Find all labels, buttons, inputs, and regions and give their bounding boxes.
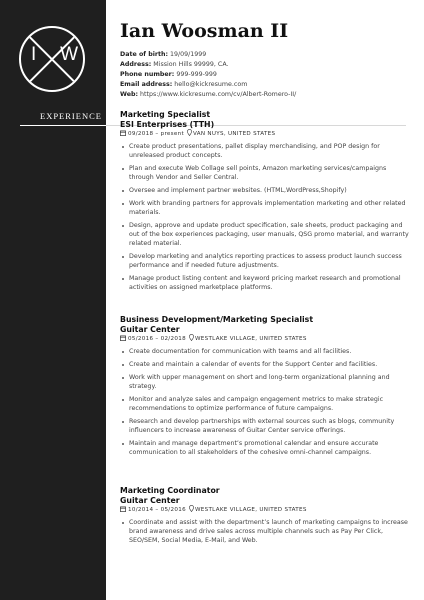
calendar-icon [120,335,126,345]
location-pin-icon [189,505,194,516]
info-row-dob [120,50,296,60]
email-link[interactable]: hello@kickresume.com [174,81,248,88]
bullet-item: Coordinate and assist with the department’s launch of marketing campaigns to increase brand awareness and drive sales across multiple channels such as Pay Per Click, SEO/SEM, Social Media, E-Mail, and Web. [120,518,412,545]
info-value: 999-999-999 [176,71,217,78]
bullet-item: Maintain and manage department’s promotional calendar and ensure accurate communication to all stakeholders of the cohesive omni-channel campaigns. [120,439,412,457]
job-company: Guitar Center [120,495,180,505]
bullet-item: Monitor and analyze sales and campaign engagement metrics to make strategic recommendations to optimize performance of future campaigns. [120,395,412,413]
bullet-item: Create and maintain a calendar of events for the Support Center and facilities. [120,360,412,369]
info-label: Date of birth: [120,51,168,58]
job-meta [120,505,412,516]
job-title: Marketing Coordinator [120,486,220,495]
monogram-initial-right: W [60,44,78,65]
job-meta [120,129,412,140]
info-row-phone [120,70,296,80]
job-location: VAN NUYS, UNITED STATES [192,131,276,137]
job-bullets [120,142,412,292]
bullet-item: Manage product listing content and keyword pricing market research and promotional activities on assigned marketplace platforms. [120,274,412,292]
job-entry [120,315,412,461]
section-label-experience: EXPERIENCE [40,111,102,121]
bullet-item: Work with branding partners for approvals implementation marketing and other related materials. [120,199,412,217]
bullet-item: Research and develop partnerships with external sources such as blogs, community influencers to increase awareness of Guitar Center service offerings. [120,417,412,435]
calendar-icon [120,506,126,516]
monogram-logo [19,26,85,92]
job-bullets [120,518,412,545]
info-label: Web: [120,91,139,98]
job-location: WESTLAKE VILLAGE, UNITED STATES [194,336,307,342]
section-divider [20,125,106,126]
job-entry [120,486,412,549]
info-label: Address: [120,61,152,68]
bullet-item: Work with upper management on short and long-term organizational planning and strategy. [120,373,412,391]
info-row-email [120,80,296,90]
location-pin-icon [189,334,194,345]
bullet-item: Plan and execute Web Collage sell points, Amazon marketing services/campaigns through Vendor and Seller Central. [120,164,412,182]
info-label: Phone number: [120,71,175,78]
info-row-address [120,60,296,70]
info-label: Email address: [120,81,173,88]
bullet-item: Design, approve and update product specification, sale sheets, product packaging and out of the box experiences packaging, user manuals, QSG promo material, and warranty related material. [120,221,412,248]
web-link[interactable]: https://www.kickresume.com/cv/Albert-Romero-II/ [140,91,297,98]
job-dates: 05/2016 – 02/2018 [128,336,186,342]
job-title: Business Development/Marketing Specialist [120,315,314,324]
info-value: Mission Hills 99999, CA. [153,61,229,68]
bullet-item: Create product presentations, pallet display merchandising, and POP design for unreleased product concepts. [120,142,412,160]
sidebar [0,0,106,600]
bullet-item: Oversee and implement partner websites. (HTML,WordPress,Shopify) [120,186,412,195]
job-title: Marketing Specialist [120,110,211,119]
monogram-initial-left: I [31,44,37,65]
info-value: 19/09/1999 [170,51,207,58]
info-row-web [120,90,296,100]
job-company: Guitar Center [120,324,180,334]
job-dates: 09/2018 – present [128,131,184,137]
job-meta [120,334,412,345]
job-dates: 10/2014 – 05/2016 [128,507,186,513]
job-bullets [120,347,412,457]
bullet-item: Create documentation for communication with teams and all facilities. [120,347,412,356]
bullet-item: Develop marketing and analytics reporting practices to assess product launch success performance and if needed future adjustments. [120,252,412,270]
job-company: ESI Enterprises (TTH) [120,119,215,129]
candidate-name: Ian Woosman II [120,20,289,42]
job-location: WESTLAKE VILLAGE, UNITED STATES [194,507,307,513]
calendar-icon [120,130,126,140]
personal-info [120,50,296,100]
job-entry [120,110,412,296]
location-pin-icon [187,129,192,140]
